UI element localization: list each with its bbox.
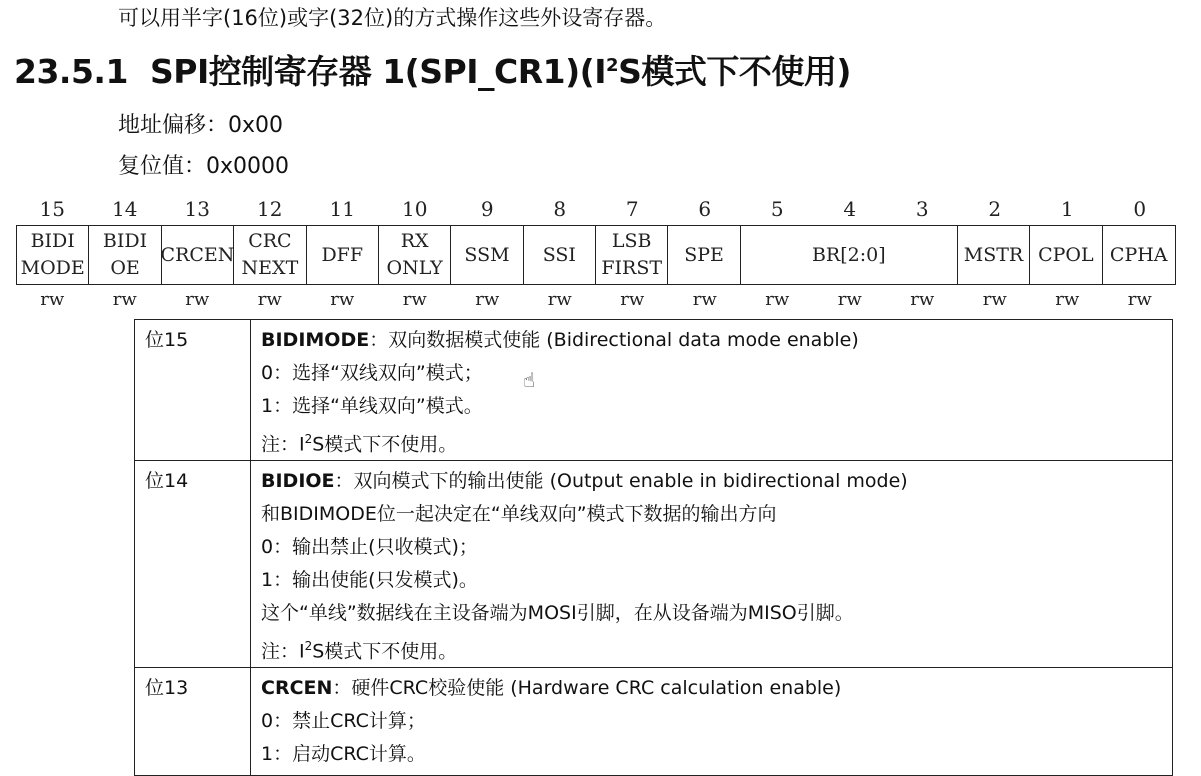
- access-type: rw: [330, 289, 355, 310]
- bit-number: 13: [184, 197, 210, 221]
- bit-number: 0: [1133, 197, 1147, 221]
- field-spe: SPE: [668, 226, 740, 284]
- table-row: [135, 668, 1173, 776]
- section-title-sup: 2: [606, 55, 619, 76]
- section-heading: [14, 46, 851, 93]
- field-bidimode: BIDI MODE: [17, 226, 89, 284]
- field-cpol: CPOL: [1030, 226, 1102, 284]
- access-type: rw: [547, 289, 572, 310]
- bit-number: 11: [329, 197, 355, 221]
- field-dff: DFF: [307, 226, 379, 284]
- bit-number: 14: [112, 197, 138, 221]
- access-type: rw: [257, 289, 282, 310]
- access-type: rw: [765, 289, 790, 310]
- bit-number: 4: [843, 197, 857, 221]
- bit-number: 12: [257, 197, 283, 221]
- bit-label: 位13: [135, 668, 251, 776]
- bit-number: 5: [770, 197, 784, 221]
- field-name: BIDIOE: [261, 470, 335, 492]
- access-type: rw: [620, 289, 645, 310]
- bit-number-row: [16, 197, 1176, 221]
- access-type: rw: [475, 289, 500, 310]
- bit-description: BIDIMODE：双向数据模式使能 (Bidirectional data mode enable) 0：选择“双线双向”模式； 1：选择“单线双向”模式。 注：$I^2S$模式下不使用。: [251, 320, 1173, 461]
- bit-label: 位15: [135, 320, 251, 461]
- access-type: rw: [692, 289, 717, 310]
- section-number: 23.5.1: [14, 52, 128, 91]
- bit-number: 6: [698, 197, 712, 221]
- bit-label: 位14: [135, 461, 251, 668]
- bit-number: 15: [39, 197, 65, 221]
- access-type: rw: [1055, 289, 1080, 310]
- field-ssi: SSI: [524, 226, 596, 284]
- bit-number: 3: [915, 197, 929, 221]
- access-row: [16, 289, 1176, 310]
- access-type: rw: [910, 289, 935, 310]
- table-row: [135, 320, 1173, 461]
- bit-description: CRCEN：硬件CRC校验使能 (Hardware CRC calculation enable) 0：禁止CRC计算； 1：启动CRC计算。: [251, 668, 1173, 776]
- access-type: rw: [982, 289, 1007, 310]
- field-name: CRCEN: [261, 677, 333, 699]
- field-lsbfirst: LSB FIRST: [596, 226, 668, 284]
- field-mstr: MSTR: [958, 226, 1030, 284]
- table-row: [135, 461, 1173, 668]
- bit-description: BIDIOE：双向模式下的输出使能 (Output enable in bidirectional mode) 和BIDIMODE位一起决定在“单线双向”模式下数据的输出方向 0：输出禁止(只收模式)； 1：输出使能(只发模式)。 这个“单线”数据线在主设备端为MOSI引脚，在从设备端为MISO引脚。 注：$I^2S$模式下不使用。: [251, 461, 1173, 668]
- access-type: rw: [1127, 289, 1152, 310]
- field-crcnext: CRC NEXT: [234, 226, 306, 284]
- hand-cursor-icon: ☝: [523, 368, 536, 392]
- access-type: rw: [837, 289, 862, 310]
- bit-number: 9: [480, 197, 494, 221]
- field-br: BR[2:0]: [741, 226, 958, 284]
- bit-number: 7: [625, 197, 639, 221]
- access-type: rw: [185, 289, 210, 310]
- field-crcen: CRCEN: [162, 226, 235, 284]
- bit-number: 1: [1060, 197, 1074, 221]
- field-cpha: CPHA: [1109, 243, 1168, 266]
- field-ssm: SSM: [451, 226, 523, 284]
- intro-text: 可以用半字(16位)或字(32位)的方式操作这些外设寄存器。: [118, 6, 667, 30]
- address-offset: 地址偏移：0x00: [118, 113, 284, 138]
- reset-value: 复位值：0x0000: [118, 154, 290, 179]
- field-rxonly: RX ONLY: [379, 226, 451, 284]
- access-type: rw: [402, 289, 427, 310]
- section-title-a: SPI控制寄存器 1(SPI_CR1)(I: [150, 52, 607, 91]
- field-bidioe: BIDI OE: [89, 226, 161, 284]
- access-type: rw: [112, 289, 137, 310]
- section-title-b: S模式下不使用): [618, 52, 851, 91]
- bit-description-table: [134, 319, 1173, 776]
- access-type: rw: [40, 289, 65, 310]
- register-field-row: [16, 225, 1176, 285]
- bit-number: 8: [553, 197, 567, 221]
- bit-number: 2: [988, 197, 1002, 221]
- field-name: BIDIMODE: [261, 329, 370, 351]
- bit-number: 10: [402, 197, 428, 221]
